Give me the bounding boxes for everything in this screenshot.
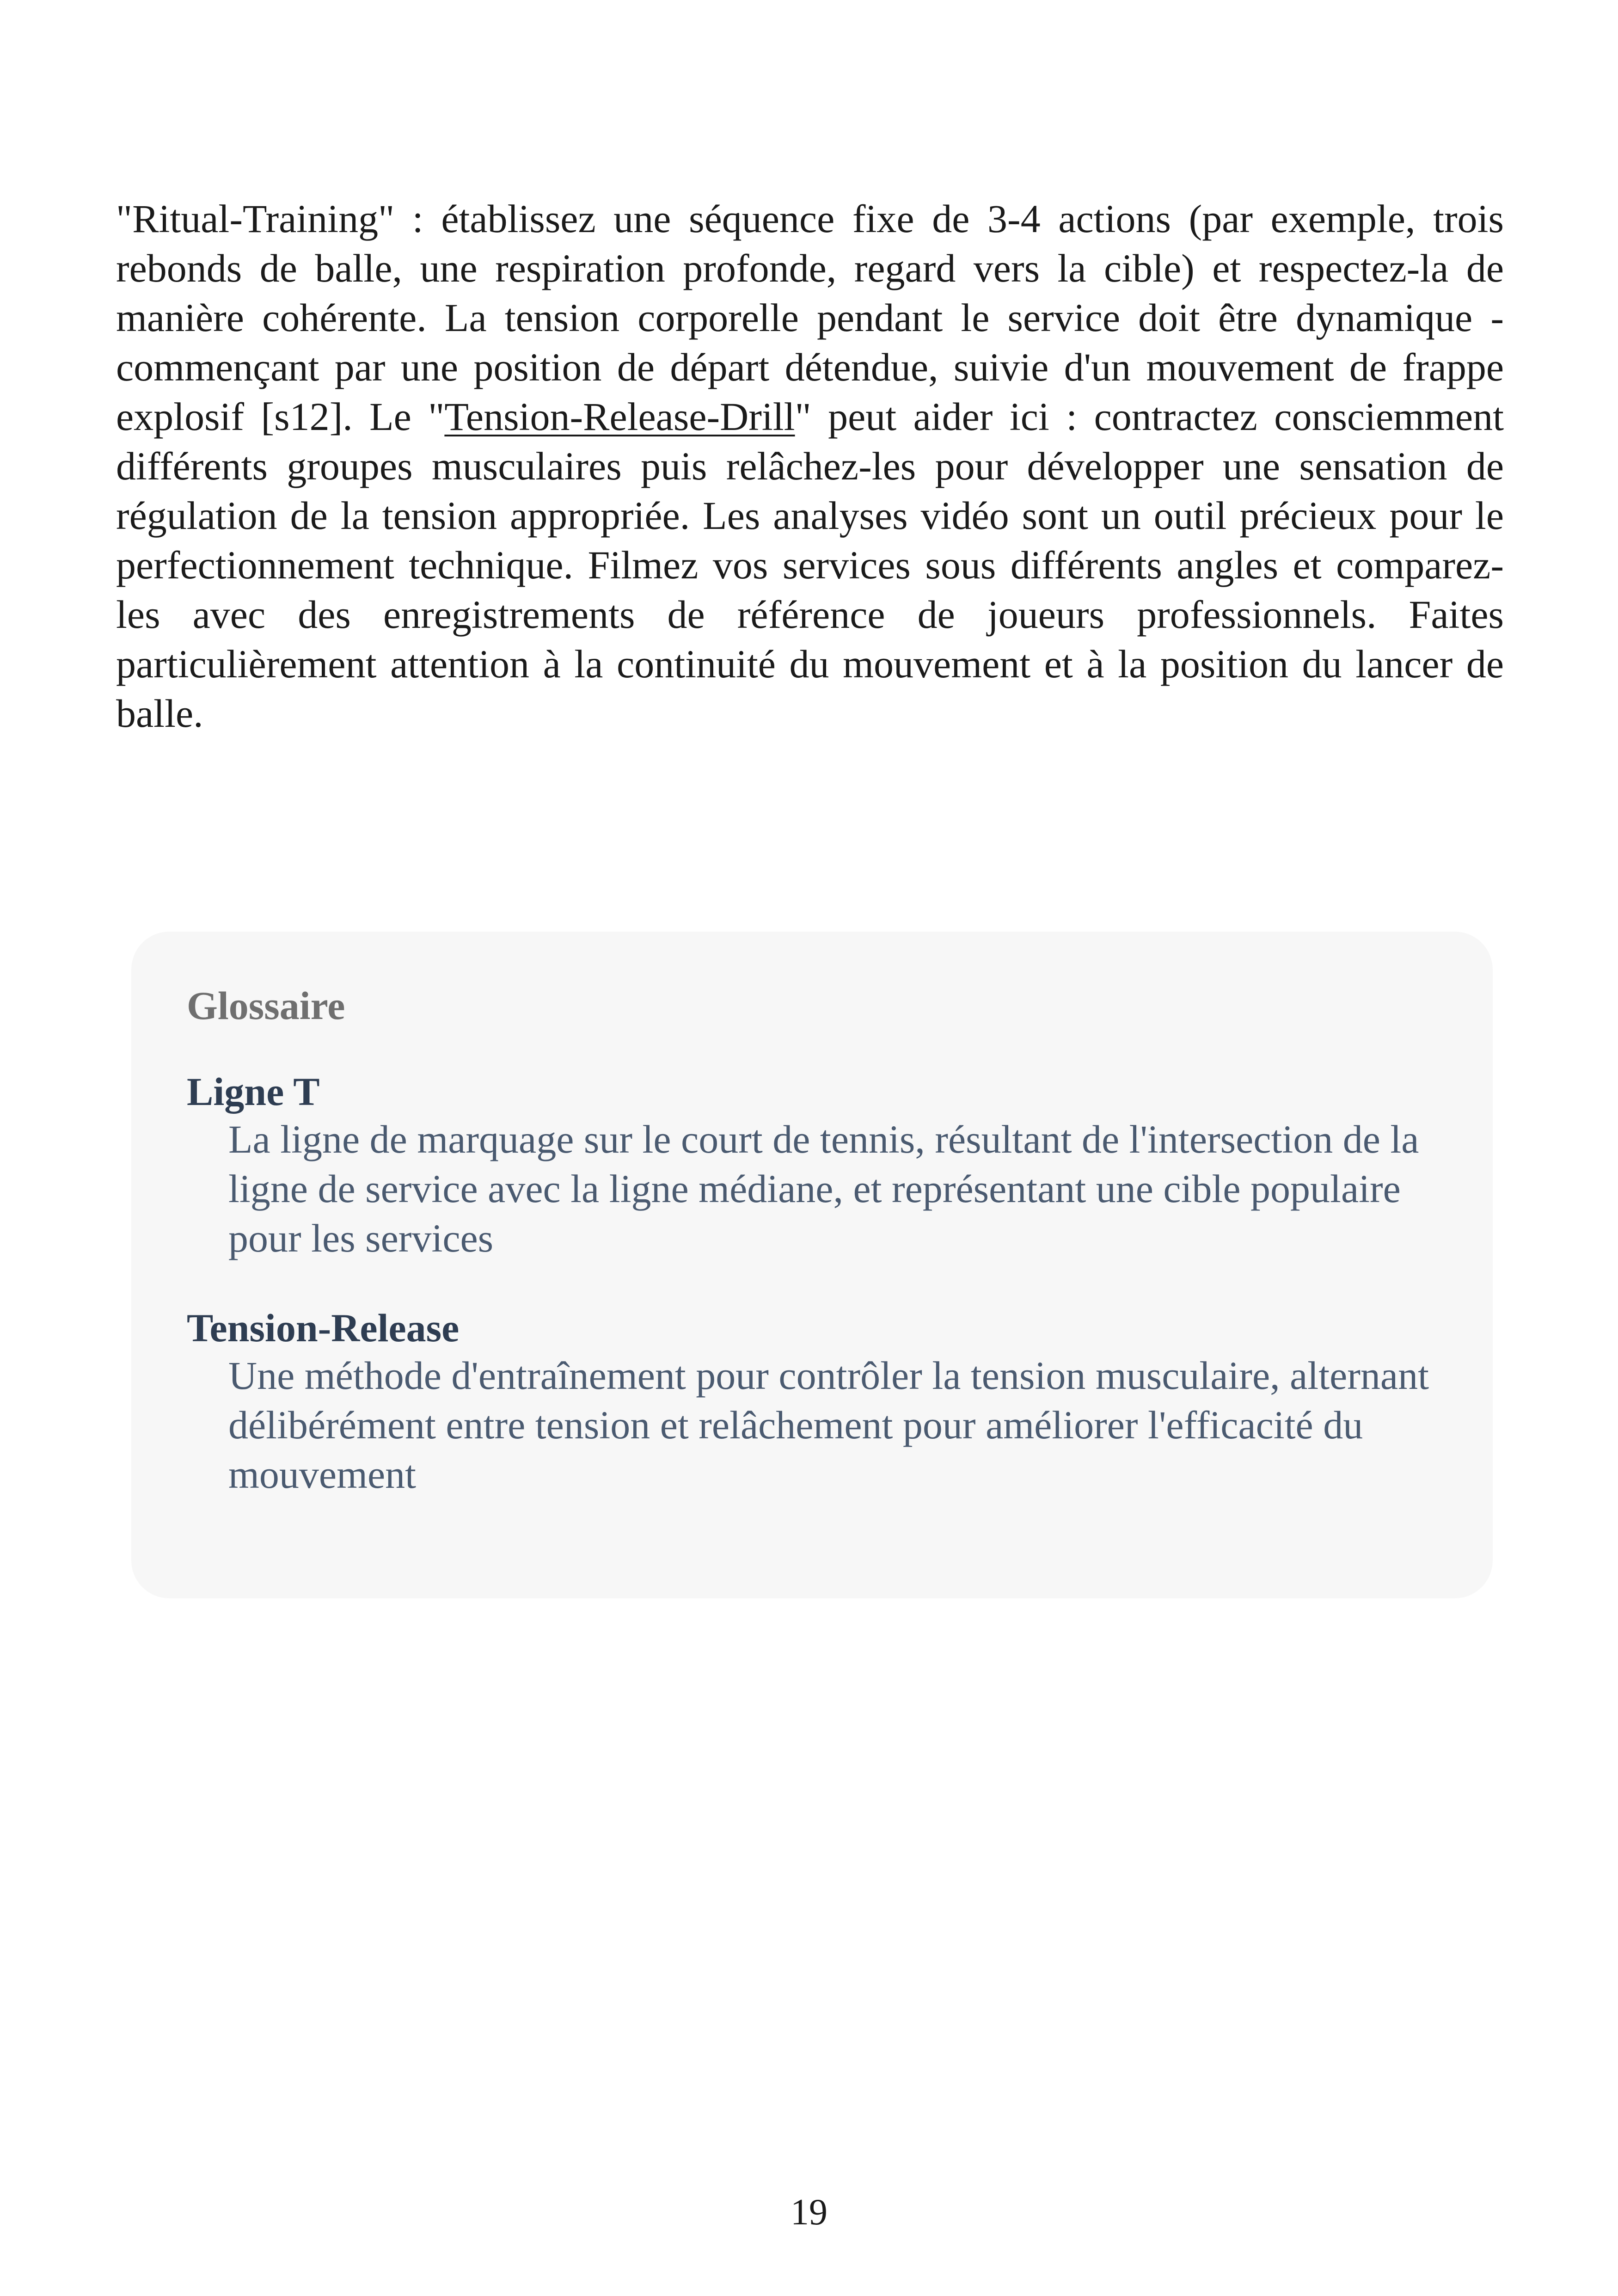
glossary-entry — [187, 1068, 1437, 1263]
body-paragraph — [116, 194, 1504, 738]
body-text-after-link: " peut aider ici : contractez consciemment différents groupes musculaires puis relâchez-les pour développer une sensation de régulation de la tension appropriée. Les analyses vidéo sont un outil précieux pour le perfectionnement technique. Filmez vos services sous différents angles et comparez-les avec des enregistrements de référence de joueurs professionnels. Faites particulièrement attention à la continuité du mouvement et à la position du lancer de balle. — [116, 394, 1504, 736]
glossary-term: Tension-Release — [187, 1306, 460, 1350]
tension-release-drill-link[interactable]: Tension-Release-Drill — [444, 394, 795, 439]
glossary-definition: La ligne de marquage sur le court de tennis, résultant de l'intersection de la ligne de service avec la ligne médiane, et représentant une cible populaire pour les services — [228, 1117, 1419, 1260]
glossary-entry — [187, 1305, 1437, 1499]
body-text-before-link: "Ritual-Training" : établissez une séquence fixe de 3-4 actions (par exemple, trois rebonds de balle, une respiration profonde, regard vers la cible) et respectez-la de manière cohérente. La tension corporelle pendant le service doit être dynamique - commençant par une position de départ détendue, suivie d'un mouvement de frappe explosif [s12]. Le " — [116, 196, 1504, 439]
glossary-definition: Une méthode d'entraînement pour contrôler la tension musculaire, alternant délibérément entre tension et relâchement pour améliorer l'efficacité du mouvement — [228, 1353, 1429, 1497]
glossary-title: Glossaire — [187, 983, 345, 1028]
glossary-box — [131, 932, 1493, 1598]
glossary-term: Ligne T — [187, 1069, 320, 1114]
page-number: 19 — [791, 2192, 827, 2233]
